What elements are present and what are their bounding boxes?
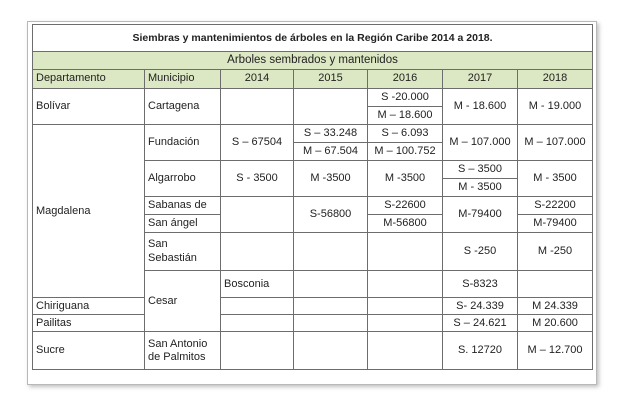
header-2015: 2015 (294, 70, 368, 89)
municipio-san-antonio (145, 332, 221, 370)
municipio-san-sebastian (145, 233, 221, 271)
table-cell: S -20.000 (368, 89, 443, 107)
municipio-bosconia: Bosconia (221, 271, 294, 298)
table-cell: M -3500 (294, 161, 368, 197)
header-2017: 2017 (443, 70, 518, 89)
table-cell (221, 315, 294, 332)
table-cell: S – 67504 (221, 125, 294, 161)
dept-magdalena: Magdalena (33, 125, 145, 298)
table-cell (221, 298, 294, 315)
table-cell (368, 315, 443, 332)
municipio-san-antonio-a: San Antonio (148, 337, 208, 350)
municipio-san-sebastian-b: Sebastián (148, 251, 197, 264)
table-cell: M -250 (518, 233, 593, 271)
table-cell: M-56800 (368, 215, 443, 233)
dept-cesar: Cesar (145, 271, 221, 332)
table-cell: S-8323 (443, 271, 518, 298)
table-cell: M-79400 (518, 215, 593, 233)
table-cell (221, 197, 294, 233)
table-cell: S - 3500 (221, 161, 294, 197)
table-cell: S-22600 (368, 197, 443, 215)
table-cell (294, 271, 368, 298)
municipio-fundacion: Fundación (145, 125, 221, 161)
table-cell: M-79400 (443, 197, 518, 233)
municipio-chiriguana: Chiriguana (33, 298, 145, 315)
table-cell: S -250 (443, 233, 518, 271)
dept-bolivar: Bolívar (33, 89, 145, 125)
table-cell: S – 6.093 (368, 125, 443, 143)
table-cell: M - 19.000 (518, 89, 593, 125)
table-cell: S-56800 (294, 197, 368, 233)
table-cell: S – 24.621 (443, 315, 518, 332)
table-cell: S – 33.248 (294, 125, 368, 143)
table-cell (518, 271, 593, 298)
table-cell (294, 332, 368, 370)
table-cell: M 20.600 (518, 315, 593, 332)
table-cell (294, 233, 368, 271)
table-cell: S-22200 (518, 197, 593, 215)
municipio-san-sebastian-a: San (148, 238, 168, 251)
table-cell: S – 3500 (443, 161, 518, 179)
municipio-algarrobo: Algarrobo (145, 161, 221, 197)
header-municipio: Municipio (145, 70, 221, 89)
table-cell: M - 18.600 (443, 89, 518, 125)
table-cell (294, 89, 368, 125)
table-cell (294, 298, 368, 315)
table-cell: M - 3500 (518, 161, 593, 197)
table-cell (221, 233, 294, 271)
trees-table (32, 24, 593, 370)
table-cell (294, 315, 368, 332)
table-cell (221, 332, 294, 370)
municipio-sabanas-b: San ángel (145, 215, 221, 233)
table-cell: M – 67.504 (294, 143, 368, 161)
table-cell (221, 89, 294, 125)
header-departamento: Departamento (33, 70, 145, 89)
dept-sucre: Sucre (33, 332, 145, 370)
municipio-pailitas: Pailitas (33, 315, 145, 332)
table-cell: M 24.339 (518, 298, 593, 315)
table-cell: M – 18.600 (368, 107, 443, 125)
table-title: Siembras y mantenimientos de árboles en la Región Caribe 2014 a 2018. (33, 25, 593, 52)
table-cell (368, 233, 443, 271)
table-cell: S. 12720 (443, 332, 518, 370)
header-2014: 2014 (221, 70, 294, 89)
table-cell (368, 332, 443, 370)
table-cell: M – 12.700 (518, 332, 593, 370)
table-cell (368, 298, 443, 315)
table-cell: M - 3500 (443, 179, 518, 197)
table-cell: M -3500 (368, 161, 443, 197)
municipio-san-antonio-b: de Palmitos (148, 350, 206, 363)
table-cell: S- 24.339 (443, 298, 518, 315)
table-band-header: Arboles sembrados y mantenidos (33, 52, 593, 70)
table-cell (368, 271, 443, 298)
municipio-cartagena: Cartagena (145, 89, 221, 125)
table-cell: M – 100.752 (368, 143, 443, 161)
table-cell: M – 107.000 (443, 125, 518, 161)
municipio-sabanas-a: Sabanas de (145, 197, 221, 215)
header-2018: 2018 (518, 70, 593, 89)
table-cell: M – 107.000 (518, 125, 593, 161)
header-2016: 2016 (368, 70, 443, 89)
